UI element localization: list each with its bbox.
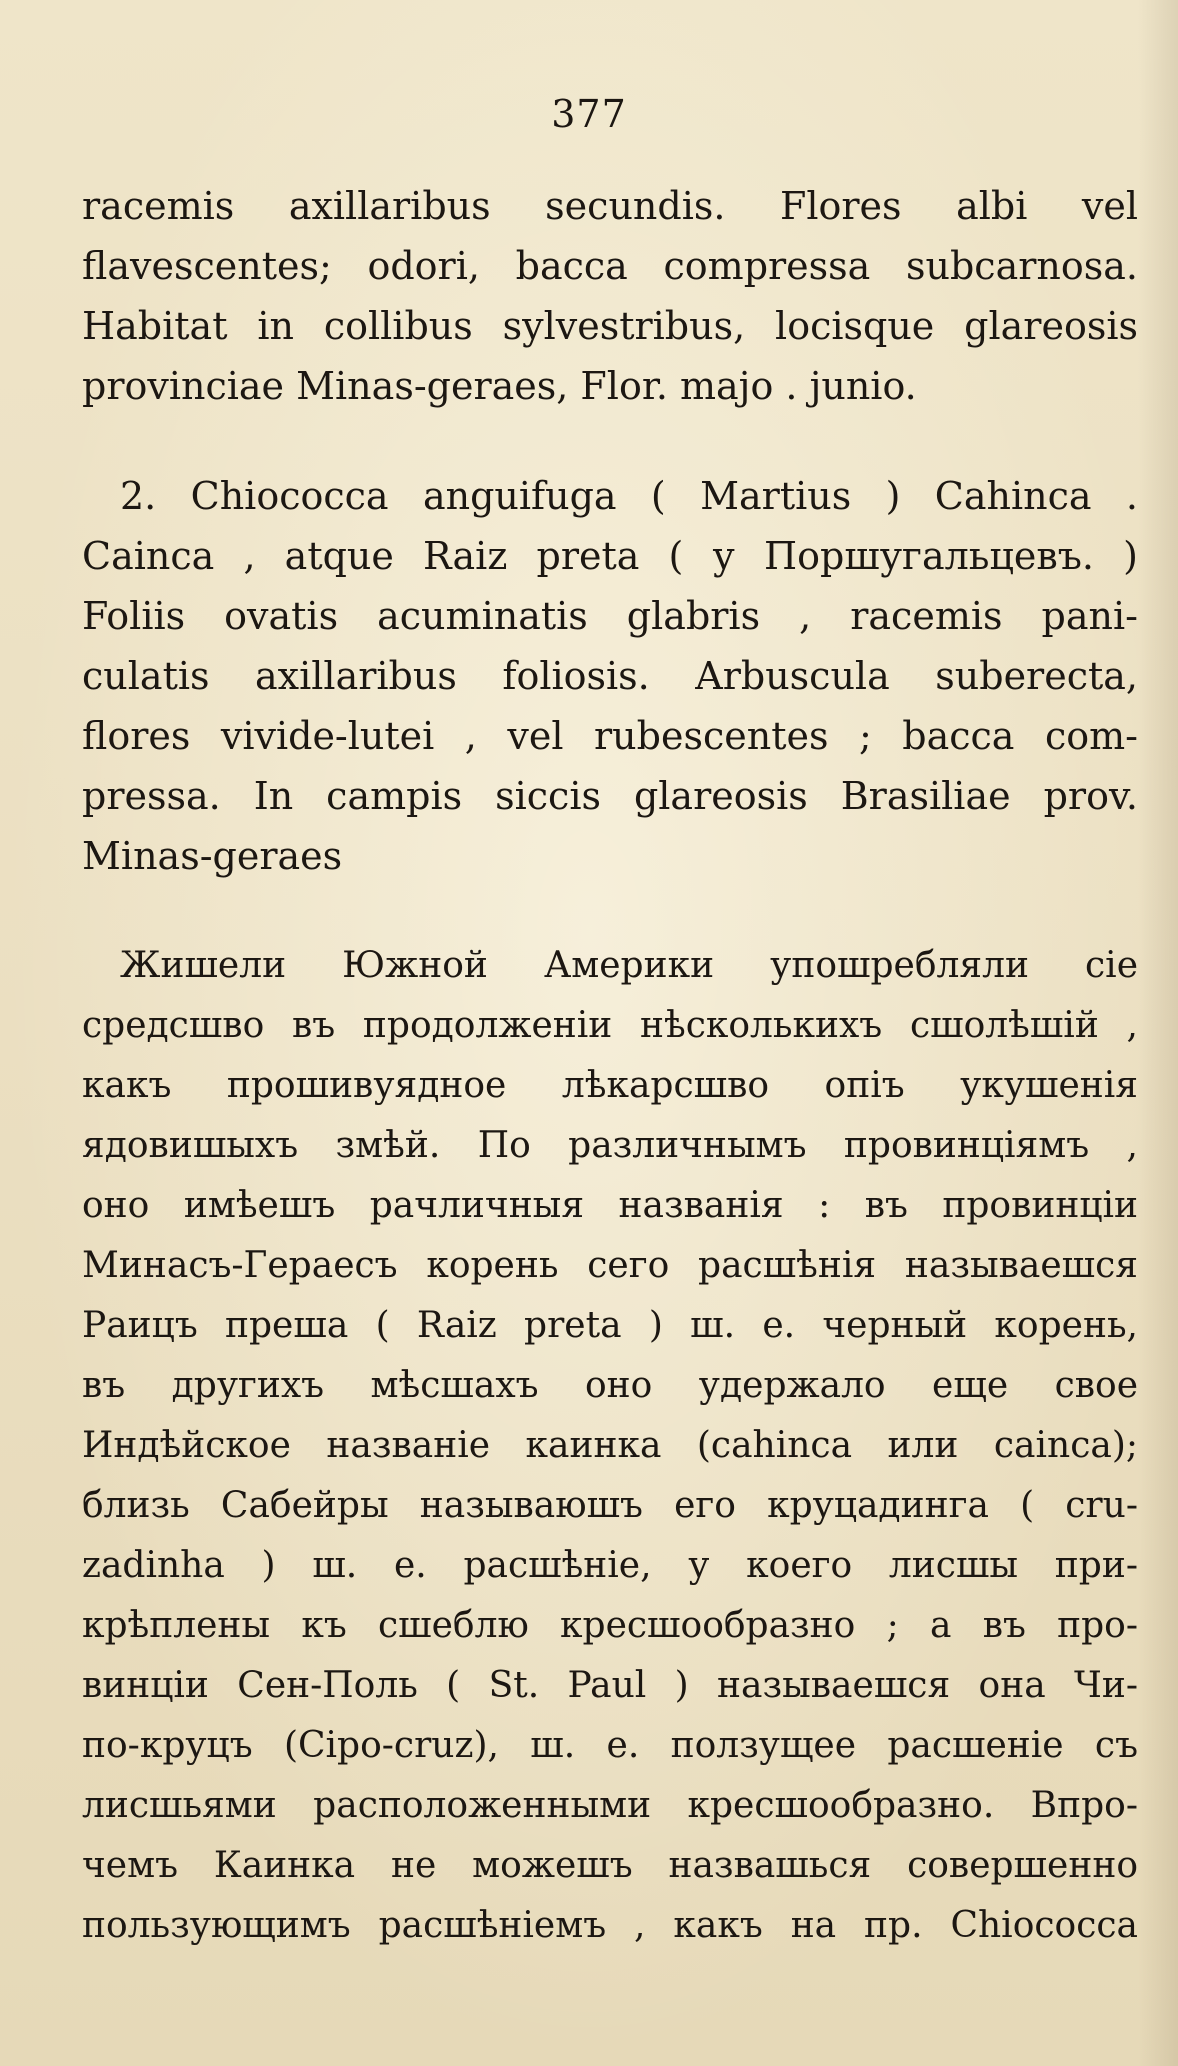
page-number: 377 <box>551 92 627 136</box>
text-line: 2. Chiococca anguifuga ( Martius ) Cahinca . <box>120 474 1138 518</box>
text-line: Habitat in collibus sylvestribus, locisque glareosis <box>82 304 1138 348</box>
text-line: flores vivide-lutei , vel rubescentes ; bacca com- <box>82 714 1138 758</box>
text-line: оно имѣешъ рачличныя названія : въ провинціи <box>82 1185 1138 1226</box>
text-line: Раицъ прешa ( Raiz preta ) ш. е. черный корень, <box>82 1305 1138 1346</box>
page-edge-shadow <box>1138 0 1178 2066</box>
text-line: Индѣйское названіе каинка (cahinca или cainca); <box>82 1425 1138 1466</box>
text-line: flavescentes; odori, bacca compressa subcarnosa. <box>82 244 1138 288</box>
text-line: средсшво въ продолженіи нѣсколькихъ сшолѣшій , <box>82 1005 1138 1046</box>
text-line: Жишели Южной Америки упошребляли сіе <box>120 945 1138 986</box>
text-line: по-круцъ (Cipo-cruz), ш. е. ползущее расшеніе съ <box>82 1725 1138 1766</box>
text-line: крѣплены къ сшеблю кресшообразно ; а въ про- <box>82 1605 1138 1646</box>
text-line: Foliis ovatis acuminatis glabris , racemis pani- <box>82 594 1138 638</box>
text-line: provinciae Minas-geraes, Flor. majo . junio. <box>82 364 917 408</box>
text-line: racemis axillaribus secundis. Flores albi vel <box>82 184 1138 228</box>
text-line: zadinha ) ш. е. расшѣніе, у коего лисшы при- <box>82 1545 1138 1586</box>
text-line: ядовишыхъ змѣй. По различнымъ провинціямъ , <box>82 1125 1138 1166</box>
text-line: pressa. In campis siccis glareosis Brasiliae prov. <box>82 774 1138 818</box>
text-line: близь Сабейры называюшъ его круцадинга ( cru- <box>82 1485 1138 1526</box>
text-line: винціи Сен-Поль ( St. Paul ) называешся она Чи- <box>82 1665 1138 1706</box>
text-line: Cainca , atque Raiz preta ( у Поршугальцевъ. ) <box>82 534 1138 578</box>
text-line: culatis axillaribus foliosis. Arbuscula suberecta, <box>82 654 1138 698</box>
text-line: чемъ Каинка не можешъ назвашься совершенно <box>82 1845 1138 1886</box>
text-line: какъ прошивуядное лѣкарсшво опіъ укушенія <box>82 1065 1138 1106</box>
text-line: Минасъ-Гераесъ корень сего расшѣнія называешся <box>82 1245 1138 1286</box>
text-line: пользующимъ расшѣніемъ , какъ на пр. Chiococca <box>82 1905 1138 1946</box>
text-line: лисшьями расположенными кресшообразно. Впро- <box>82 1785 1138 1826</box>
text-line: Minas-geraes <box>82 834 343 878</box>
text-line: въ другихъ мѣсшахъ оно удержало еще свое <box>82 1365 1138 1406</box>
